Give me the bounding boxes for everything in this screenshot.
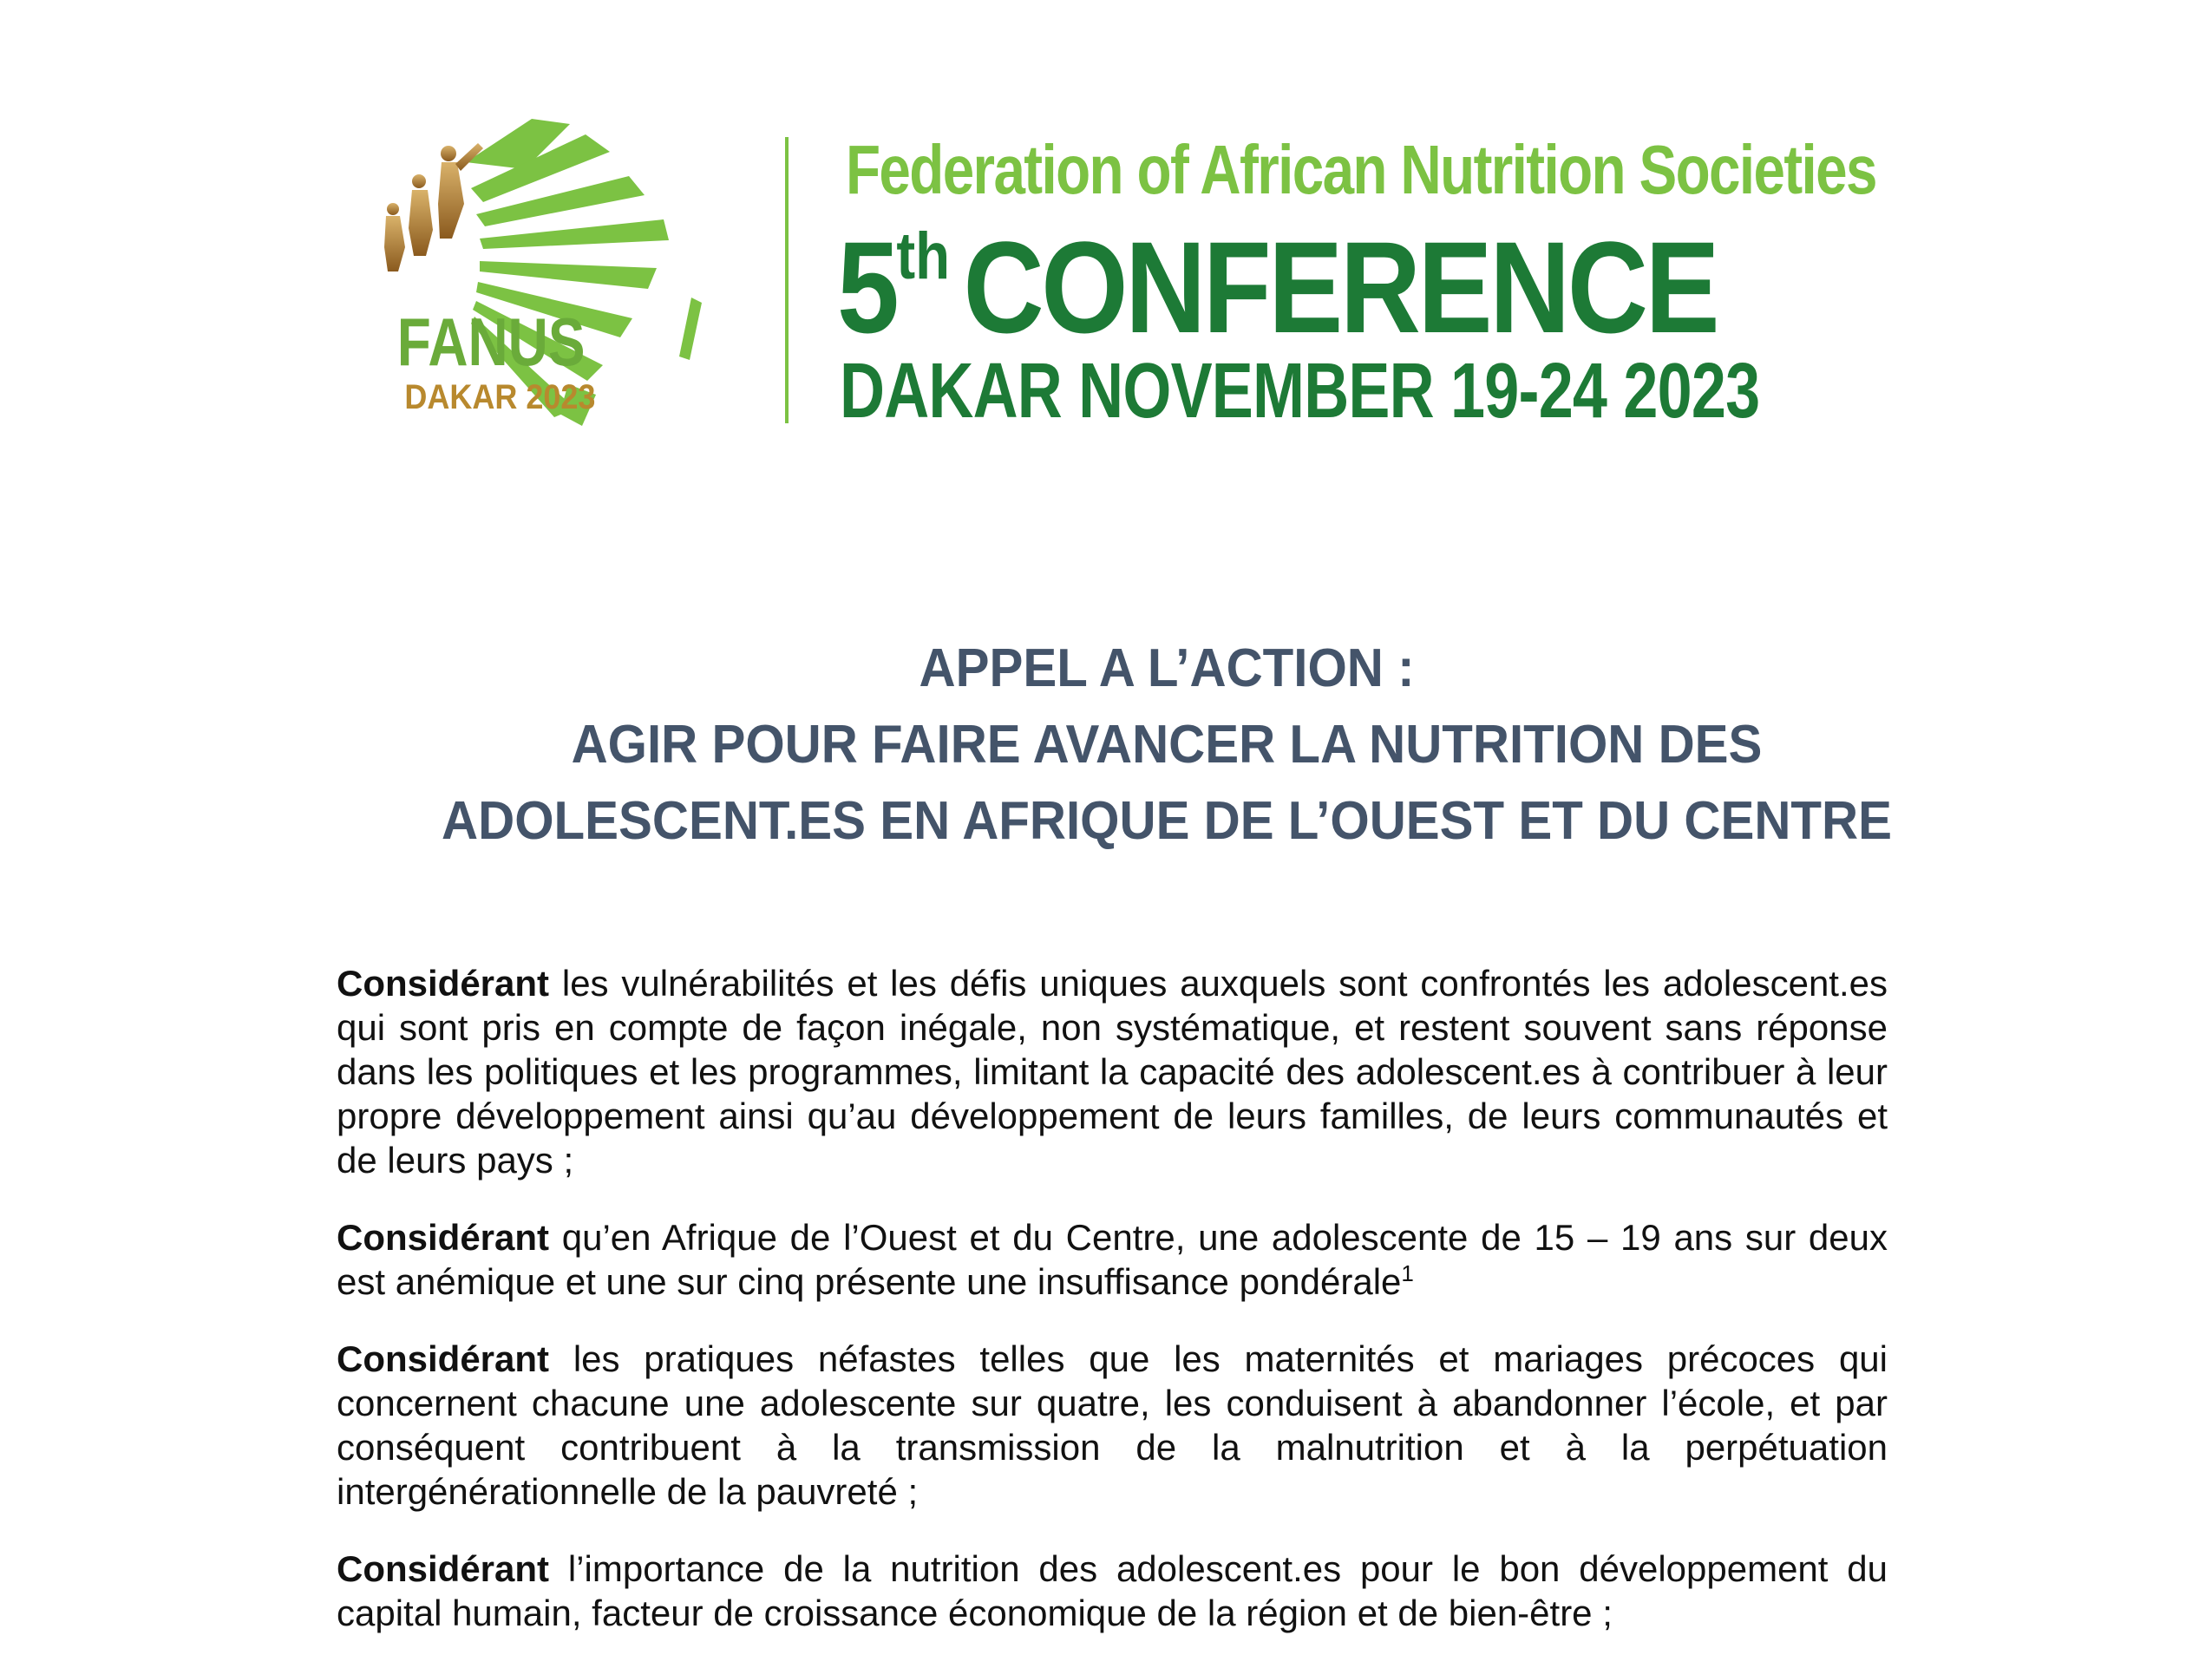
paragraph-text: qu’en Afrique de l’Ouest et du Centre, une adolescente de 15 – 19 ans sur deux est anémique et une sur cinq présente une insuffisance pondérale	[337, 1217, 1888, 1302]
paragraph-lead: Considérant	[337, 963, 550, 1004]
logo-fanus-text: FANUS	[396, 304, 586, 381]
paragraph-text: les pratiques néfastes telles que les maternités et mariages précoces qui concernent chacune une adolescente sur quatre, les conduisent à abandonner l’école, et par conséquent contribuent à la transmission de la malnutrition et à la perpétuation intergénérationnelle de la pauvreté ;	[337, 1338, 1888, 1512]
document-title	[315, 631, 2019, 860]
paragraph-lead: Considérant	[337, 1548, 550, 1589]
conference-heading	[837, 213, 1717, 363]
paragraph-4	[337, 1547, 1888, 1635]
paragraph-text: l’importance de la nutrition des adolescent.es pour le bon développement du capital humain, facteur de croissance économique de la région et de bien-être ;	[337, 1548, 1888, 1633]
document-body	[337, 961, 1888, 1668]
conference-number: 5	[837, 214, 897, 360]
title-line-1: APPEL A L’ACTION :	[919, 638, 1415, 698]
paragraph-text: les vulnérabilités et les défis uniques auxquels sont confrontés les adolescent.es qui sont pris en compte de façon inégale, non systématique, et restent souvent sans réponse dans les politiques et les programmes, limitant la capacité des adolescent.es à contribuer à leur propre développement ainsi qu’au développement de leurs familles, de leurs communautés et de leurs pays ;	[337, 963, 1888, 1181]
conference-dates: DAKAR NOVEMBER 19-24 2023	[840, 348, 1760, 435]
paragraph-1	[337, 961, 1888, 1182]
paragraph-lead: Considérant	[337, 1217, 550, 1258]
title-line-3: ADOLESCENT.ES EN AFRIQUE DE L’OUEST ET DU CENTRE	[442, 791, 1892, 851]
paragraph-lead: Considérant	[337, 1338, 550, 1379]
title-line-2: AGIR POUR FAIRE AVANCER LA NUTRITION DES	[571, 715, 1763, 775]
conference-word: CONFERENCE	[963, 214, 1718, 360]
paragraph-3	[337, 1337, 1888, 1514]
paragraph-2	[337, 1215, 1888, 1304]
logo-dakar-text: DAKAR 2023	[404, 378, 596, 417]
footnote-marker[interactable]: 1	[1401, 1260, 1414, 1286]
header-divider	[785, 137, 789, 423]
fanus-logo	[369, 108, 750, 438]
conference-number-suffix: th	[896, 219, 951, 293]
africa-map-logo-icon	[369, 108, 750, 438]
federation-name: Federation of African Nutrition Societies	[846, 131, 1876, 208]
